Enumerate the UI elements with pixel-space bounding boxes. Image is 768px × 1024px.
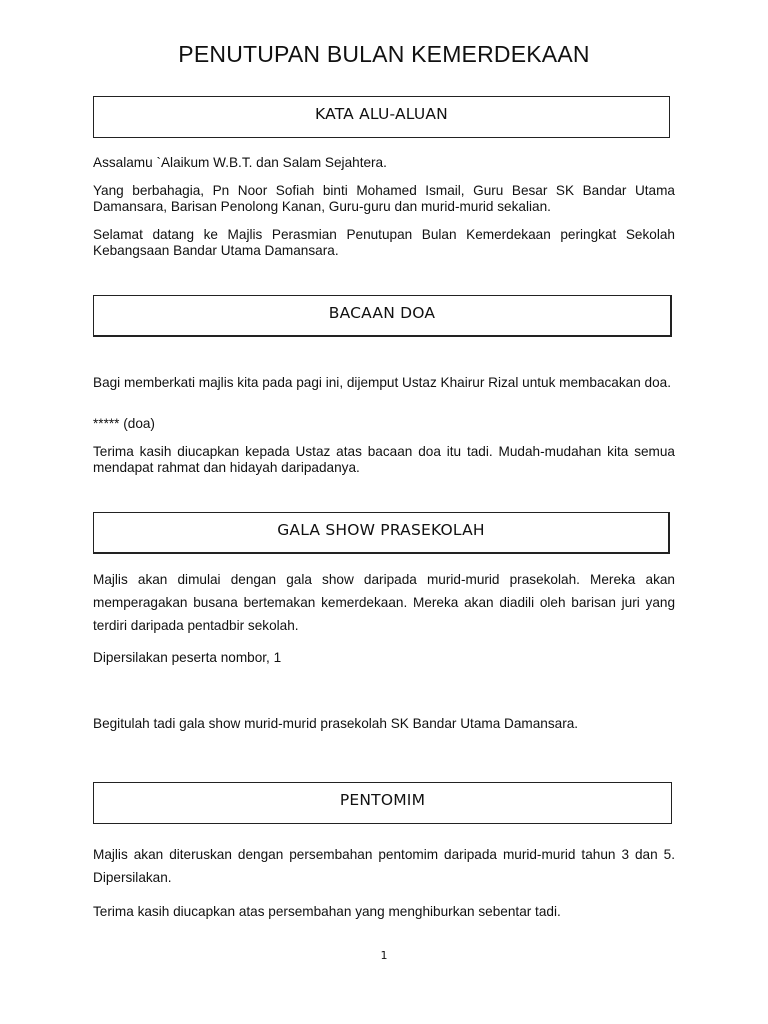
page-title: PENUTUPAN BULAN KEMERDEKAAN bbox=[178, 41, 590, 67]
section-heading-bacaan-doa: BACAAN DOA bbox=[93, 295, 672, 337]
paragraph: Terima kasih diucapkan atas persembahan yang menghiburkan sebentar tadi. bbox=[93, 904, 561, 919]
section-heading-pentomim: PENTOMIM bbox=[93, 782, 672, 824]
section-heading-kata-alu-aluan: KATA ALU-ALUAN bbox=[93, 96, 670, 138]
paragraph: Majlis akan dimulai dengan gala show daripada murid-murid prasekolah. Mereka akan memperagakan busana bertemakan kemerdekaan. Mereka akan diadili oleh barisan juri yang terdiri daripada pentadbir sekolah. bbox=[93, 572, 675, 633]
paragraph: Assalamu `Alaikum W.B.T. dan Salam Sejahtera. bbox=[93, 155, 387, 170]
paragraph: Selamat datang ke Majlis Perasmian Penutupan Bulan Kemerdekaan peringkat Sekolah Kebangsaan Bandar Utama Damansara. bbox=[93, 227, 675, 258]
paragraph: Majlis akan diteruskan dengan persembahan pentomim daripada murid-murid tahun 3 dan 5. Dipersilakan. bbox=[93, 847, 675, 885]
paragraph: ***** (doa) bbox=[93, 416, 155, 431]
paragraph: Begitulah tadi gala show murid-murid prasekolah SK Bandar Utama Damansara. bbox=[93, 716, 579, 731]
section-heading-gala-show-prasekolah: GALA SHOW PRASEKOLAH bbox=[93, 512, 670, 554]
paragraph: Yang berbahagia, Pn Noor Sofiah binti Mohamed Ismail, Guru Besar SK Bandar Utama Damansara, Barisan Penolong Kanan, Guru-guru dan murid-murid sekalian. bbox=[93, 183, 675, 214]
paragraph: Terima kasih diucapkan kepada Ustaz atas bacaan doa itu tadi. Mudah-mudahan kita semua mendapat rahmat dan hidayah daripadanya. bbox=[93, 444, 675, 475]
paragraph: Bagi memberkati majlis kita pada pagi ini, dijemput Ustaz Khairur Rizal untuk membacakan doa. bbox=[93, 375, 672, 390]
page-number: 1 bbox=[380, 949, 388, 962]
paragraph: Dipersilakan peserta nombor, 1 bbox=[93, 650, 282, 665]
